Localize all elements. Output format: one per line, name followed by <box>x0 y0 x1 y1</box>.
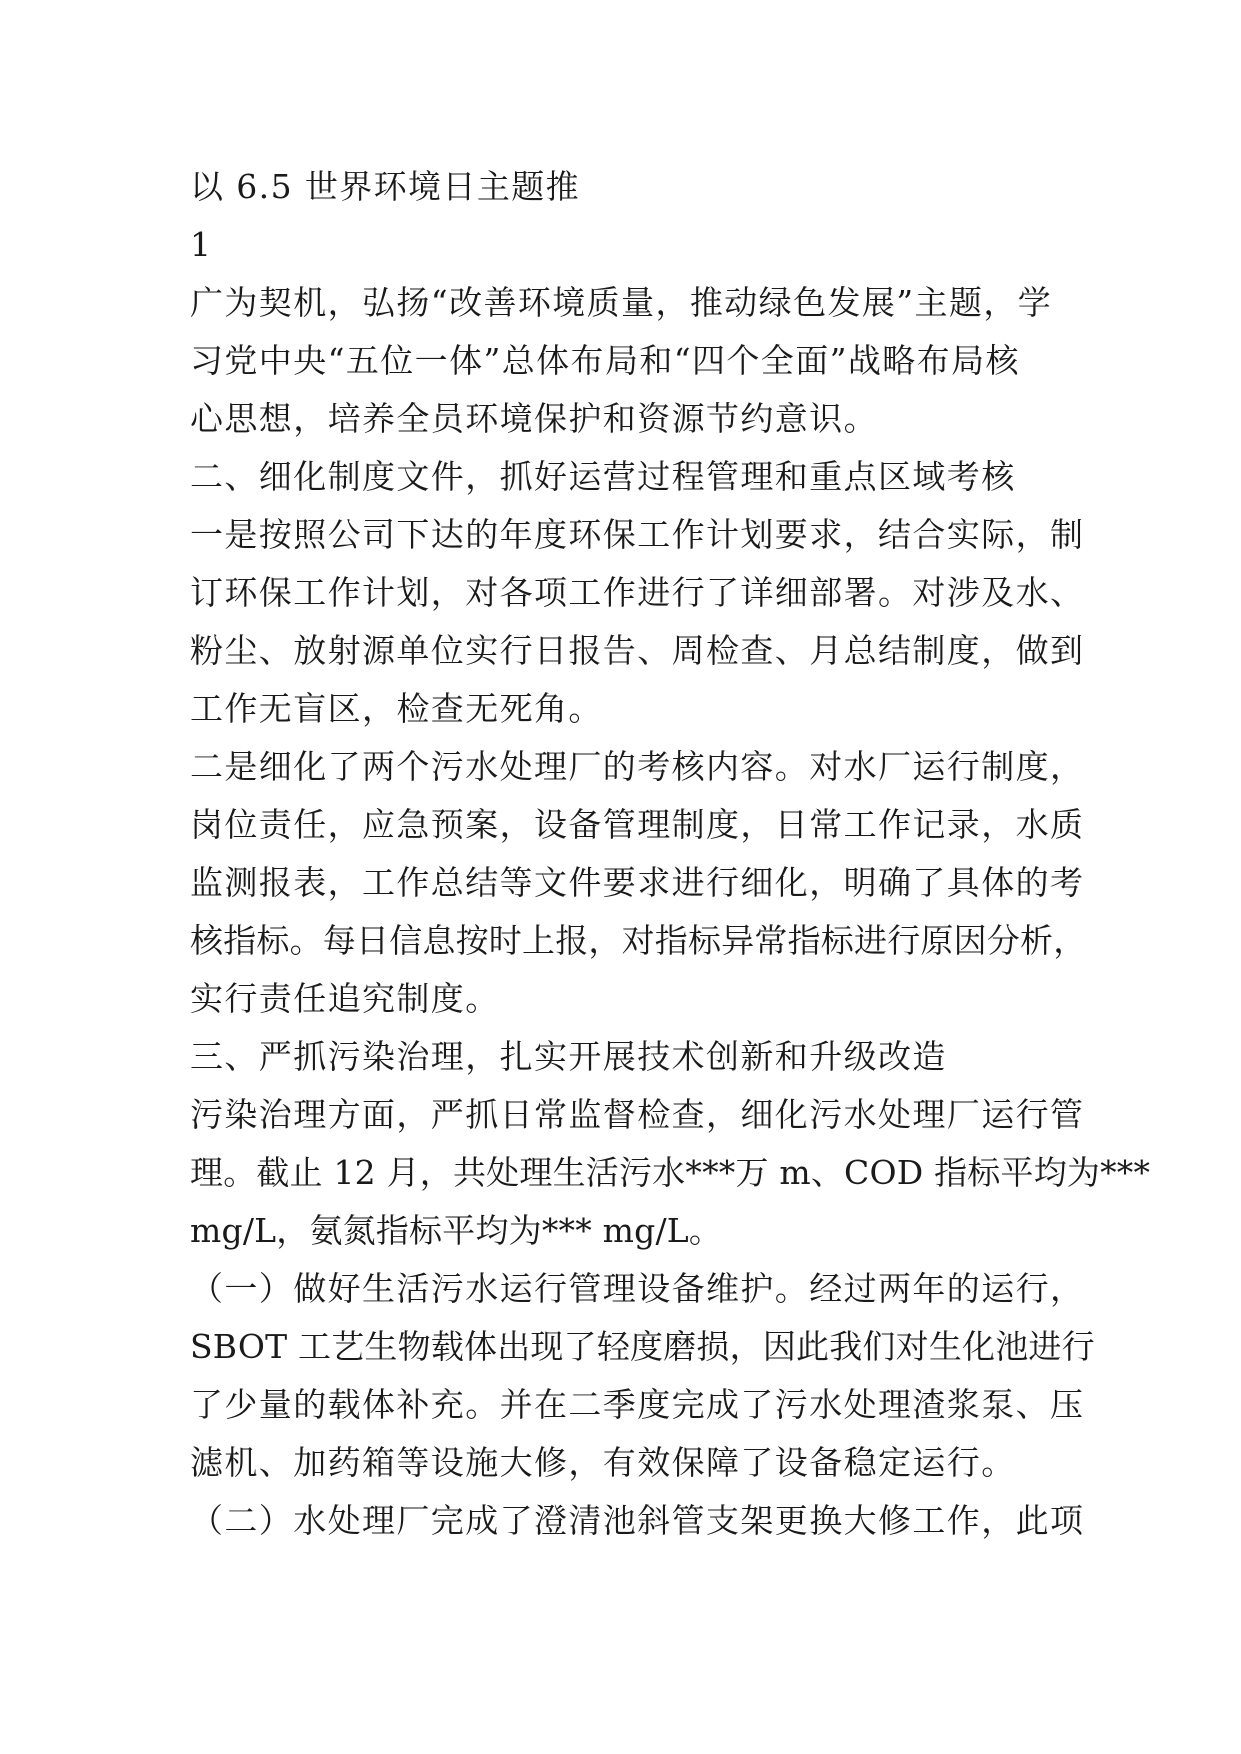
text-line: mg/L，氨氮指标平均为*** mg/L。 <box>190 1211 723 1250</box>
text-line: 了少量的载体补充。并在二季度完成了污水处理渣浆泵、压 <box>190 1385 1085 1424</box>
text-line: 理。截止 12 月，共处理生活污水***万 m、COD 指标平均为*** <box>190 1153 1151 1192</box>
text-line: 核指标。每日信息按时上报，对指标异常指标进行原因分析， <box>190 921 1087 960</box>
text-line: 监测报表，工作总结等文件要求进行细化，明确了具体的考 <box>190 863 1085 902</box>
text-line: 习党中央“五位一体”总体布局和“四个全面”战略布局核 <box>190 341 1020 380</box>
document-body <box>190 158 1151 1550</box>
text-line: 工作无盲区，检查无死角。 <box>190 689 603 728</box>
page-number: 1 <box>190 225 213 264</box>
text-line: 一是按照公司下达的年度环保工作计划要求，结合实际，制 <box>190 515 1085 554</box>
text-line: 岗位责任，应急预案，设备管理制度，日常工作记录，水质 <box>190 805 1085 844</box>
text-line: 广为契机，弘扬“改善环境质量，推动绿色发展”主题，学 <box>190 283 1053 322</box>
text-line: 订环保工作计划，对各项工作进行了详细部署。对涉及水、 <box>190 573 1085 612</box>
text-line: 心思想，培养全员环境保护和资源节约意识。 <box>190 399 878 438</box>
section-heading: 二、细化制度文件，抓好运营过程管理和重点区域考核 <box>190 457 1016 496</box>
text-line: （一）做好生活污水运行管理设备维护。经过两年的运行， <box>190 1269 1085 1308</box>
text-line: 实行责任追究制度。 <box>190 979 500 1018</box>
section-heading: 三、严抓污染治理，扎实开展技术创新和升级改造 <box>190 1037 947 1076</box>
text-line: 污染治理方面，严抓日常监督检查，细化污水处理厂运行管 <box>190 1095 1085 1134</box>
text-line: 滤机、加药箱等设施大修，有效保障了设备稳定运行。 <box>190 1443 1016 1482</box>
text-line: （二）水处理厂完成了澄清池斜管支架更换大修工作，此项 <box>190 1501 1085 1540</box>
text-line: 粉尘、放射源单位实行日报告、周检查、月总结制度，做到 <box>190 631 1085 670</box>
text-line: 以 6.5 世界环境日主题推 <box>190 167 581 206</box>
text-line: SBOT 工艺生物载体出现了轻度磨损，因此我们对生化池进行 <box>190 1327 1095 1366</box>
text-line: 二是细化了两个污水处理厂的考核内容。对水厂运行制度， <box>190 747 1085 786</box>
